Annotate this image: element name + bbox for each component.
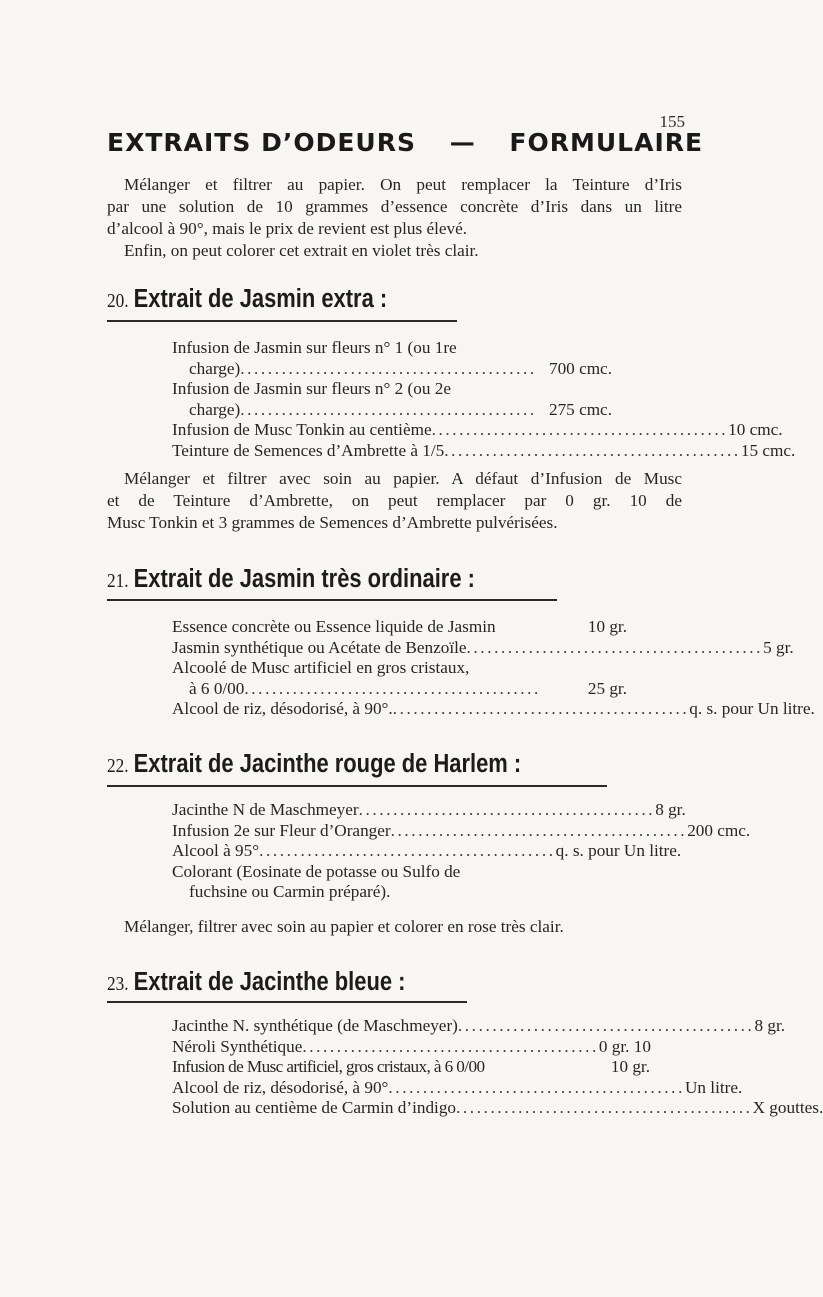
section-title: Extrait de Jasmin extra :	[133, 285, 388, 313]
ingredient-quantity: 8 gr.	[754, 1016, 786, 1035]
ingredient-list	[172, 338, 796, 461]
ingredient-row: Jacinthe N. synthétique (de Maschmeyer) ........................................... 8 gr.	[172, 1016, 786, 1035]
ingredient-row: Solution au centième de Carmin d’indigo ........................................... X gouttes.	[172, 1098, 823, 1117]
ingredient-row: à 6 0/00 ........................................... 25 gr.	[189, 678, 627, 698]
ingredient-quantity: Un litre.	[684, 1077, 743, 1097]
ingredient-row: Infusion de Jasmin sur fleurs n° 1 (ou 1re	[172, 338, 457, 357]
ingredient-quantity: 10 gr.	[610, 1057, 650, 1076]
running-head-left: EXTRAITS D’ODEURS	[107, 128, 416, 157]
ingredient-row: Essence concrète ou Essence liquide de Jasmin 10 gr.	[172, 617, 627, 636]
ingredient-quantity: 700 cmc.	[548, 358, 612, 378]
section-number: 21.	[107, 570, 129, 592]
heading-underline	[107, 785, 607, 787]
note-paragraph	[107, 916, 682, 938]
section-heading	[107, 750, 521, 779]
ingredient-quantity: 200 cmc.	[687, 820, 751, 840]
ingredient-list	[172, 617, 815, 720]
ingredient-row: Teinture de Semences d’Ambrette à 1/5 ........................................... 15 cmc.	[172, 440, 796, 460]
section-heading	[107, 285, 387, 314]
ingredient-row: charge) ........................................... 700 cmc.	[189, 358, 612, 378]
heading-underline	[107, 599, 557, 601]
ingredient-row: Alcool de riz, désodorisé, à 90°. ........................................... q. s. pour Un litre.	[172, 699, 815, 718]
running-head-dash: —	[449, 128, 476, 157]
heading-underline	[107, 1001, 467, 1003]
ingredient-list	[172, 1016, 823, 1119]
ingredient-quantity: X gouttes.	[752, 1098, 823, 1117]
ingredient-row: Néroli Synthétique ........................................... 0 gr. 10	[172, 1036, 651, 1056]
ingredient-quantity: 5 gr.	[763, 637, 794, 657]
section-title: Extrait de Jasmin très ordinaire :	[133, 565, 475, 593]
page-number: 155	[659, 112, 685, 131]
ingredient-row: Alcool de riz, désodorisé, à 90° ........................................... Un litre.	[172, 1077, 743, 1097]
ingredient-quantity: q. s. pour Un litre.	[555, 841, 682, 860]
heading-underline	[107, 320, 457, 322]
ingredient-row: Infusion de Musc Tonkin au centième ........................................... 10 cmc.	[172, 420, 783, 439]
ingredient-quantity: 0 gr. 10	[598, 1036, 651, 1056]
paragraph-line: Mélanger, filtrer avec soin au papier et colorer en rose très clair.	[124, 917, 564, 936]
ingredient-row: charge) ........................................... 275 cmc.	[189, 399, 612, 419]
ingredient-row: Jacinthe N de Maschmeyer ........................................... 8 gr.	[172, 800, 686, 819]
ingredient-row: Infusion 2e sur Fleur d’Oranger ........................................... 200 cmc.	[172, 820, 751, 840]
ingredient-row: Colorant (Eosinate de potasse ou Sulfo de	[172, 861, 461, 881]
section-number: 23.	[107, 973, 129, 995]
paragraph-line: Mélanger et filtrer au papier. On peut remplacer la Teinture d’Iris	[124, 175, 682, 194]
section-title: Extrait de Jacinthe bleue :	[133, 968, 406, 996]
note-paragraph	[107, 468, 682, 534]
paragraph-line: d’alcool à 90°, mais le prix de revient est plus élevé.	[107, 219, 468, 238]
ingredient-quantity: 15 cmc.	[740, 440, 796, 460]
ingredient-quantity: 25 gr.	[587, 678, 627, 698]
section-heading	[107, 565, 475, 594]
ingredient-row: Alcoolé de Musc artificiel en gros cristaux,	[172, 658, 470, 677]
ingredient-row: Infusion de Jasmin sur fleurs n° 2 (ou 2e	[172, 379, 451, 398]
paragraph-line: par une solution de 10 grammes d’essence concrète d’Iris dans un litre	[107, 197, 682, 216]
ingredient-row: Alcool à 95° ........................................... q. s. pour Un litre.	[172, 841, 682, 860]
paragraph-line: Enfin, on peut colorer cet extrait en violet très clair.	[124, 241, 479, 260]
section-title: Extrait de Jacinthe rouge de Harlem :	[133, 750, 522, 778]
paragraph-line: et de Teinture d’Ambrette, on peut remplacer par 0 gr. 10 de	[107, 491, 682, 510]
paragraph-line: Mélanger et filtrer avec soin au papier. A défaut d’Infusion de Musc	[124, 469, 682, 488]
section-number: 20.	[107, 290, 129, 312]
intro-paragraph	[107, 174, 682, 262]
ingredient-quantity: 10 gr.	[587, 617, 627, 636]
section-heading	[107, 968, 405, 997]
ingredient-row: fuchsine ou Carmin préparé).	[189, 882, 391, 901]
ingredient-quantity: 10 cmc.	[728, 420, 783, 439]
ingredient-list	[172, 800, 751, 903]
ingredient-quantity: 275 cmc.	[548, 399, 612, 419]
ingredient-quantity: 8 gr.	[655, 800, 686, 819]
ingredient-row: Infusion de Musc artificiel, gros cristaux, à 6 0/00 10 gr.	[172, 1057, 650, 1076]
paragraph-line: Musc Tonkin et 3 grammes de Semences d’Ambrette pulvérisées.	[107, 513, 558, 532]
ingredient-quantity: q. s. pour Un litre.	[689, 699, 815, 718]
running-head-right: FORMULAIRE	[509, 128, 704, 157]
section-number: 22.	[107, 755, 129, 777]
running-head	[107, 128, 704, 157]
ingredient-row: Jasmin synthétique ou Acétate de Benzoïle ........................................... 5 gr.	[172, 637, 794, 657]
